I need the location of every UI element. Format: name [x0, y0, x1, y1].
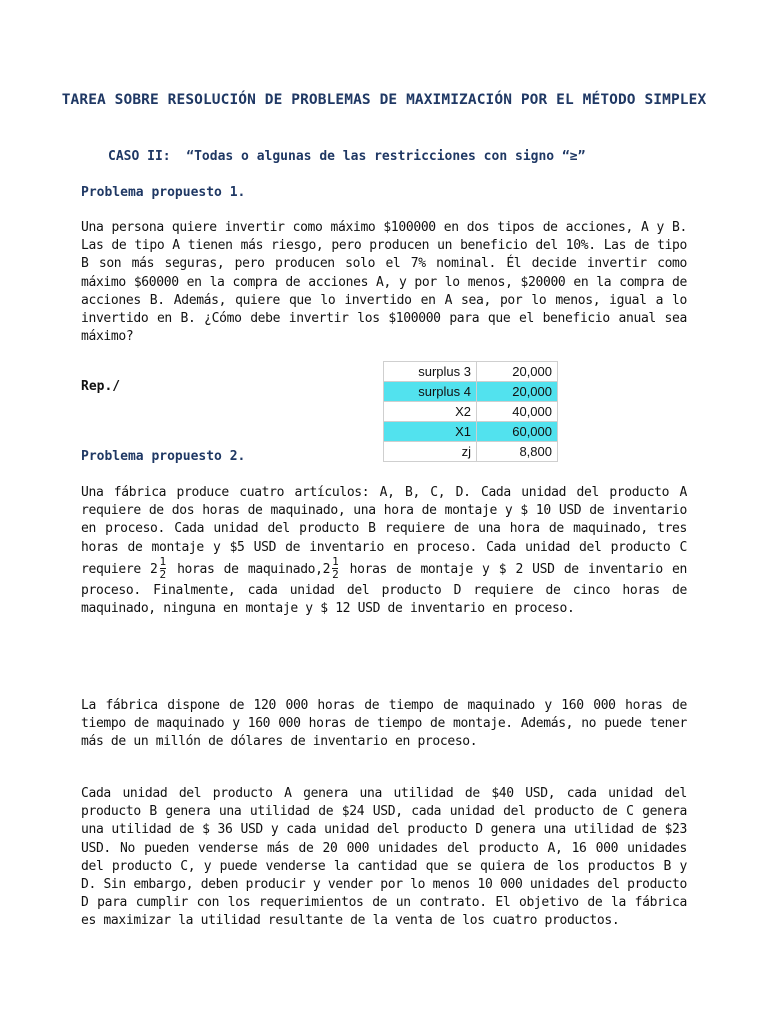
solution-variable-label: zj: [384, 442, 477, 462]
fraction-numerator: 1: [159, 554, 166, 568]
solution-table-row: [384, 382, 558, 402]
solution-variable-label: surplus 4: [384, 382, 477, 402]
problem-2-paragraph-3: Cada unidad del producto A genera una utilidad de $40 USD, cada unidad del producto B genera una utilidad de $24 USD, cada unidad del producto de C genera una utilidad de $ 36 USD y cada unidad del producto D genera una utilidad de $23 USD. No pueden venderse más de 20 000 unidades del producto A, 16 000 unidades del producto C, y puede venderse la cantidad que se quiera de los productos B y D. Sin embargo, deben producir y vender por lo menos 10 000 unidades del producto D para cumplir con los requerimientos de un contrato. El objetivo de la fábrica es maximizar la utilidad resultante de la venta de los cuatro productos.: [81, 786, 687, 929]
problem-2-paragraph-1: [81, 484, 687, 618]
solution-variable-value: 60,000: [477, 422, 558, 442]
answer-label: Rep./: [81, 379, 121, 394]
solution-variable-label: X2: [384, 402, 477, 422]
solution-table-row: [384, 422, 558, 442]
fraction-denominator: 2: [159, 567, 166, 581]
document-title: TAREA SOBRE RESOLUCIÓN DE PROBLEMAS DE MAXIMIZACIÓN POR EL MÉTODO SIMPLEX: [61, 92, 707, 108]
problem-1-heading: Problema propuesto 1.: [81, 185, 246, 200]
solution-variable-value: 20,000: [477, 362, 558, 382]
fraction-denominator: 2: [332, 567, 339, 581]
solution-table: [383, 361, 558, 462]
solution-variable-label: surplus 3: [384, 362, 477, 382]
problem-2-text-part-b: horas de maquinado,2: [177, 561, 331, 577]
fraction-one-half: [332, 556, 338, 581]
solution-table-row: [384, 362, 558, 382]
solution-table-row: [384, 402, 558, 422]
solution-variable-label: X1: [384, 422, 477, 442]
problem-2-heading: Problema propuesto 2.: [81, 449, 246, 464]
problem-2-text-part-c: horas de montaje y $ 2 USD de inventario en proceso. Finalmente, cada unidad del producto D requiere de cinco horas de maquinado, ninguna en montaje y $ 12 USD de inventario en proceso.: [81, 561, 687, 617]
problem-2-text-part-a: Una fábrica produce cuatro artículos: A, B, C, D. Cada unidad del producto A requiere de dos horas de maquinado, una hora de montaje y $ 10 USD de inventario en proceso. Cada unidad del producto B requiere de una hora de maquinado, tres horas de montaje y $5 USD de inventario en proceso. Cada unidad del producto C requiere 2: [81, 485, 687, 577]
fraction-numerator: 1: [332, 554, 339, 568]
case-heading: CASO II: “Todas o algunas de las restricciones con signo “≥”: [108, 149, 586, 164]
problem-1-text: Una persona quiere invertir como máximo $100000 en dos tipos de acciones, A y B. Las de tipo A tienen más riesgo, pero producen un beneficio del 10%. Las de tipo B son más seguras, pero producen solo el 7% nominal. Él decide invertir como máximo $60000 en la compra de acciones A, y por lo menos, $20000 en la compra de acciones B. Además, quiere que lo invertido en A sea, por lo menos, igual a lo invertido en B. ¿Cómo debe invertir los $100000 para que el beneficio anual sea máximo?: [81, 220, 687, 345]
fraction-one-half: [160, 556, 166, 581]
solution-variable-value: 40,000: [477, 402, 558, 422]
problem-2-paragraph-2: La fábrica dispone de 120 000 horas de tiempo de maquinado y 160 000 horas de tiempo de maquinado y 160 000 horas de tiempo de montaje. Además, no puede tener más de un millón de dólares de inventario en proceso.: [81, 698, 687, 750]
solution-table-row: [384, 442, 558, 462]
solution-variable-value: 20,000: [477, 382, 558, 402]
solution-variable-value: 8,800: [477, 442, 558, 462]
